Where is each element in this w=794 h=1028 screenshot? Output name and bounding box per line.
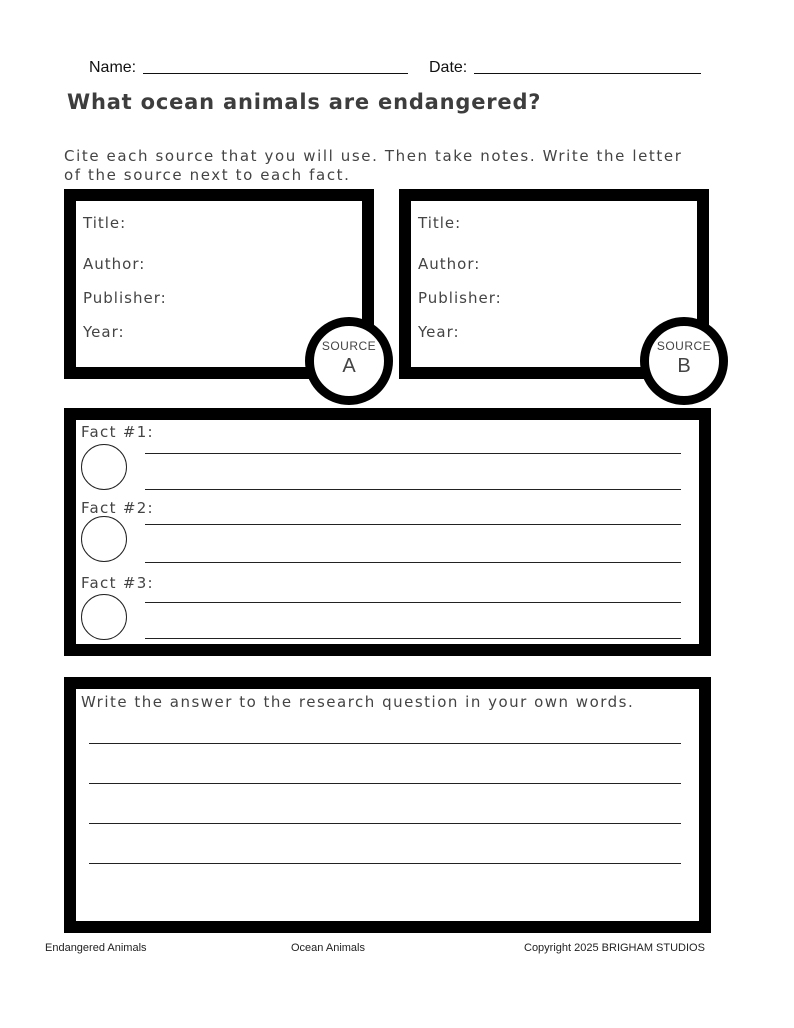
fact-3-write-line[interactable] — [145, 602, 681, 603]
fact-1-write-line[interactable] — [145, 489, 681, 490]
source-a-badge-letter: A — [342, 355, 356, 377]
fact-2-write-line[interactable] — [145, 562, 681, 563]
footer-right: Copyright 2025 BRIGHAM STUDIOS — [524, 942, 705, 954]
footer-center: Ocean Animals — [291, 942, 365, 954]
fact-2-source-circle[interactable] — [81, 516, 127, 562]
instructions-line-2: of the source next to each fact. — [64, 166, 351, 184]
fact-2-write-line[interactable] — [145, 524, 681, 525]
source-b-year-label: Year: — [418, 323, 460, 341]
source-b-publisher-label: Publisher: — [418, 289, 502, 307]
fact-1-write-line[interactable] — [145, 453, 681, 454]
answer-write-line[interactable] — [89, 863, 681, 864]
answer-prompt: Write the answer to the research question in your own words. — [81, 693, 635, 711]
fact-3-source-circle[interactable] — [81, 594, 127, 640]
source-b-badge — [640, 317, 728, 405]
name-label: Name: — [89, 59, 137, 76]
source-a-year-label: Year: — [83, 323, 125, 341]
source-b-badge-word: SOURCE — [656, 339, 712, 353]
source-b-badge-letter: B — [677, 355, 691, 377]
page-title: What ocean animals are endangered? — [67, 90, 542, 114]
source-a-author-label: Author: — [83, 255, 146, 273]
fact-1-source-circle[interactable] — [81, 444, 127, 490]
fact-2-label: Fact #2: — [81, 499, 154, 517]
source-a-badge — [305, 317, 393, 405]
source-a-badge-word: SOURCE — [321, 339, 377, 353]
footer-left: Endangered Animals — [45, 942, 147, 954]
date-label: Date: — [429, 59, 468, 76]
answer-write-line[interactable] — [89, 783, 681, 784]
source-b-author-label: Author: — [418, 255, 481, 273]
fact-3-label: Fact #3: — [81, 574, 154, 592]
source-b-title-label: Title: — [418, 214, 462, 232]
source-a-title-label: Title: — [83, 214, 127, 232]
instructions-line-1: Cite each source that you will use. Then take notes. Write the letter — [64, 147, 683, 165]
name-field[interactable] — [143, 73, 408, 74]
facts-box — [64, 408, 711, 656]
fact-3-write-line[interactable] — [145, 638, 681, 639]
fact-1-label: Fact #1: — [81, 423, 154, 441]
answer-box — [64, 677, 711, 933]
answer-write-line[interactable] — [89, 823, 681, 824]
source-a-publisher-label: Publisher: — [83, 289, 167, 307]
answer-write-line[interactable] — [89, 743, 681, 744]
date-field[interactable] — [474, 73, 701, 74]
